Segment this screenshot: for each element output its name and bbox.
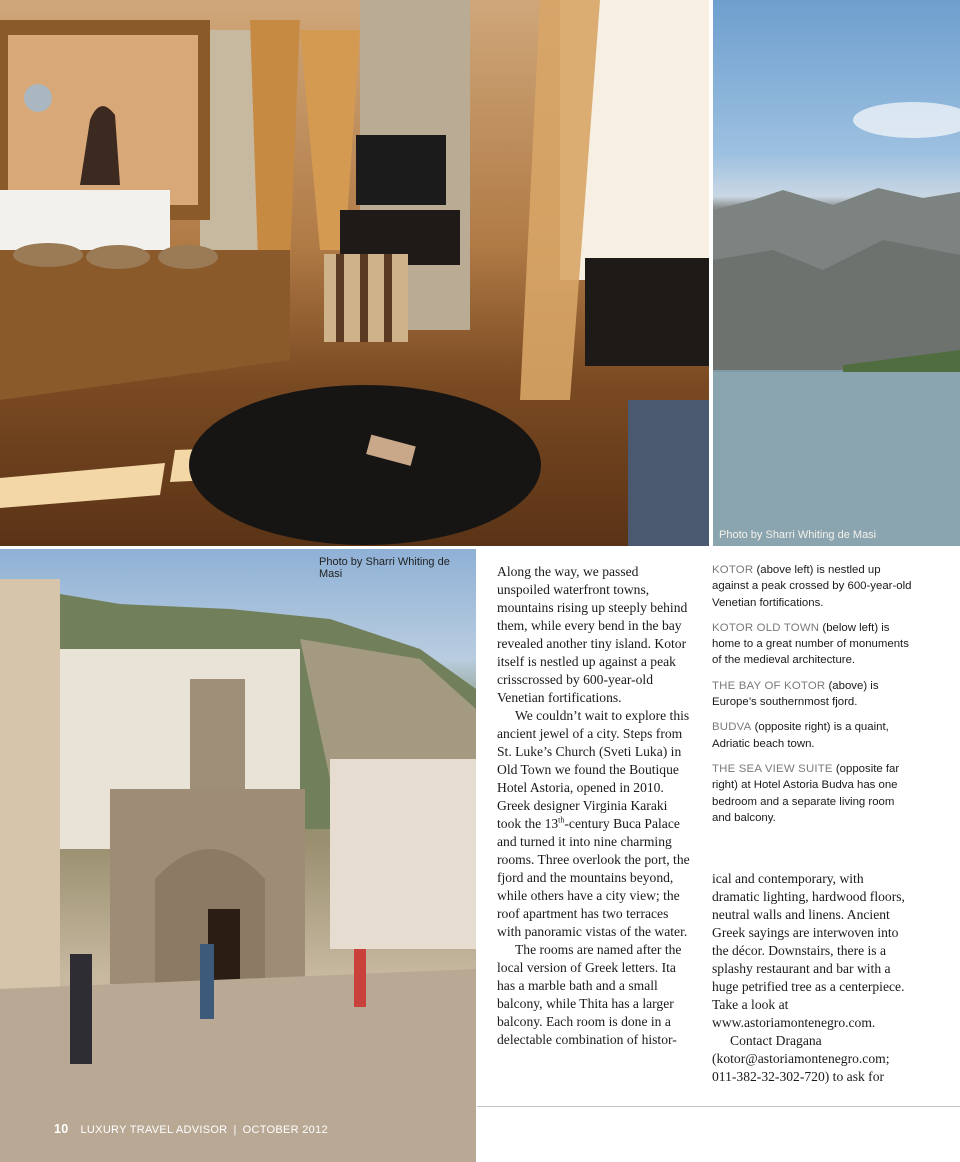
article-text: We couldn’t wait to explore this ancient jewel of a city. Steps from St. Luke’s Church (Sveti Luka) in Old Town we found the Boutique Hotel Astoria, opened in 2010. Greek designer Virginia Karaki took the 13 xyxy=(497,708,690,831)
folio-separator: | xyxy=(233,1124,237,1136)
caption-text: (below left) is home to a great number of monuments of the medieval architecture. xyxy=(712,621,909,667)
bay-of-kotor-photo xyxy=(713,0,960,546)
article-paragraph: The rooms are named after the local version of Greek letters. Ita has a marble bath and a small balcony, while Thita has a larger balcony. Each room is done in a delectable combination of histor- xyxy=(497,942,682,1047)
photo-credit-kotor: Photo by Sharri Whiting de Masi xyxy=(319,556,450,580)
magazine-name: LUXURY TRAVEL ADVISOR xyxy=(80,1124,228,1136)
caption-heading: THE SEA VIEW SUITE xyxy=(712,762,833,775)
article-paragraph: ical and contemporary, with dramatic lighting, hardwood floors, neutral walls and linens. Ancient Greek sayings are interwoven into the décor. Downstairs, there is a splashy restaurant and bar with a huge petrified tree as a centerpiece. Take a look at www.astoriamontenegro.com. xyxy=(712,871,905,1030)
caption-heading: THE BAY OF KOTOR xyxy=(712,679,826,692)
caption-heading: BUDVA xyxy=(712,721,752,734)
caption xyxy=(712,562,912,611)
page-folio xyxy=(54,1122,328,1136)
caption-text: (above left) is nestled up against a peak crossed by 600-year-old Venetian fortifications. xyxy=(712,564,912,609)
bottom-rule xyxy=(477,1106,960,1107)
hotel-room-illustration xyxy=(0,0,709,546)
kotor-illustration xyxy=(0,549,476,1162)
caption-text: (above) is Europe’s southernmost fjord. xyxy=(712,679,879,709)
article-column-1 xyxy=(497,563,693,1049)
superscript: th xyxy=(558,815,565,825)
caption-text: (opposite far right) at Hotel Astoria Budva has one bedroom and a separate living room and balcony. xyxy=(712,762,900,824)
caption-heading: KOTOR xyxy=(712,564,754,576)
article-text: -century Buca Palace and turned it into nine charming rooms. Three overlook the port, the fjord and the mountains beyond, while others have a city view; the roof apartment has two terraces with panoramic vistas of the water. xyxy=(497,816,690,939)
caption-heading: KOTOR OLD TOWN xyxy=(712,621,820,634)
page-number: 10 xyxy=(54,1122,69,1136)
hotel-room-photo xyxy=(0,0,709,546)
article-paragraph: Along the way, we passed unspoiled waterfront towns, mountains rising up steeply behind them, while every bend in the bay revealed another tiny island. Kotor itself is nestled up against a peak crisscrossed by 600-year-old Venetian fortifications. xyxy=(497,564,688,705)
article-paragraph: Contact Dragana (kotor@astoriamontenegro.com; 011-382-32-302-720) to ask for xyxy=(712,1033,890,1084)
issue-date: OCTOBER 2012 xyxy=(242,1124,328,1136)
photo-credit-bay: Photo by Sharri Whiting de Masi xyxy=(719,529,877,541)
caption xyxy=(712,678,912,711)
article-column-2 xyxy=(712,870,908,1086)
kotor-old-town-photo xyxy=(0,549,476,1162)
photo-captions xyxy=(712,562,912,835)
caption xyxy=(712,719,912,752)
bay-illustration xyxy=(713,0,960,546)
article-paragraph xyxy=(497,707,693,941)
caption-text: (opposite right) is a quaint, Adriatic beach town. xyxy=(712,721,889,750)
caption xyxy=(712,761,912,826)
caption xyxy=(712,620,912,669)
